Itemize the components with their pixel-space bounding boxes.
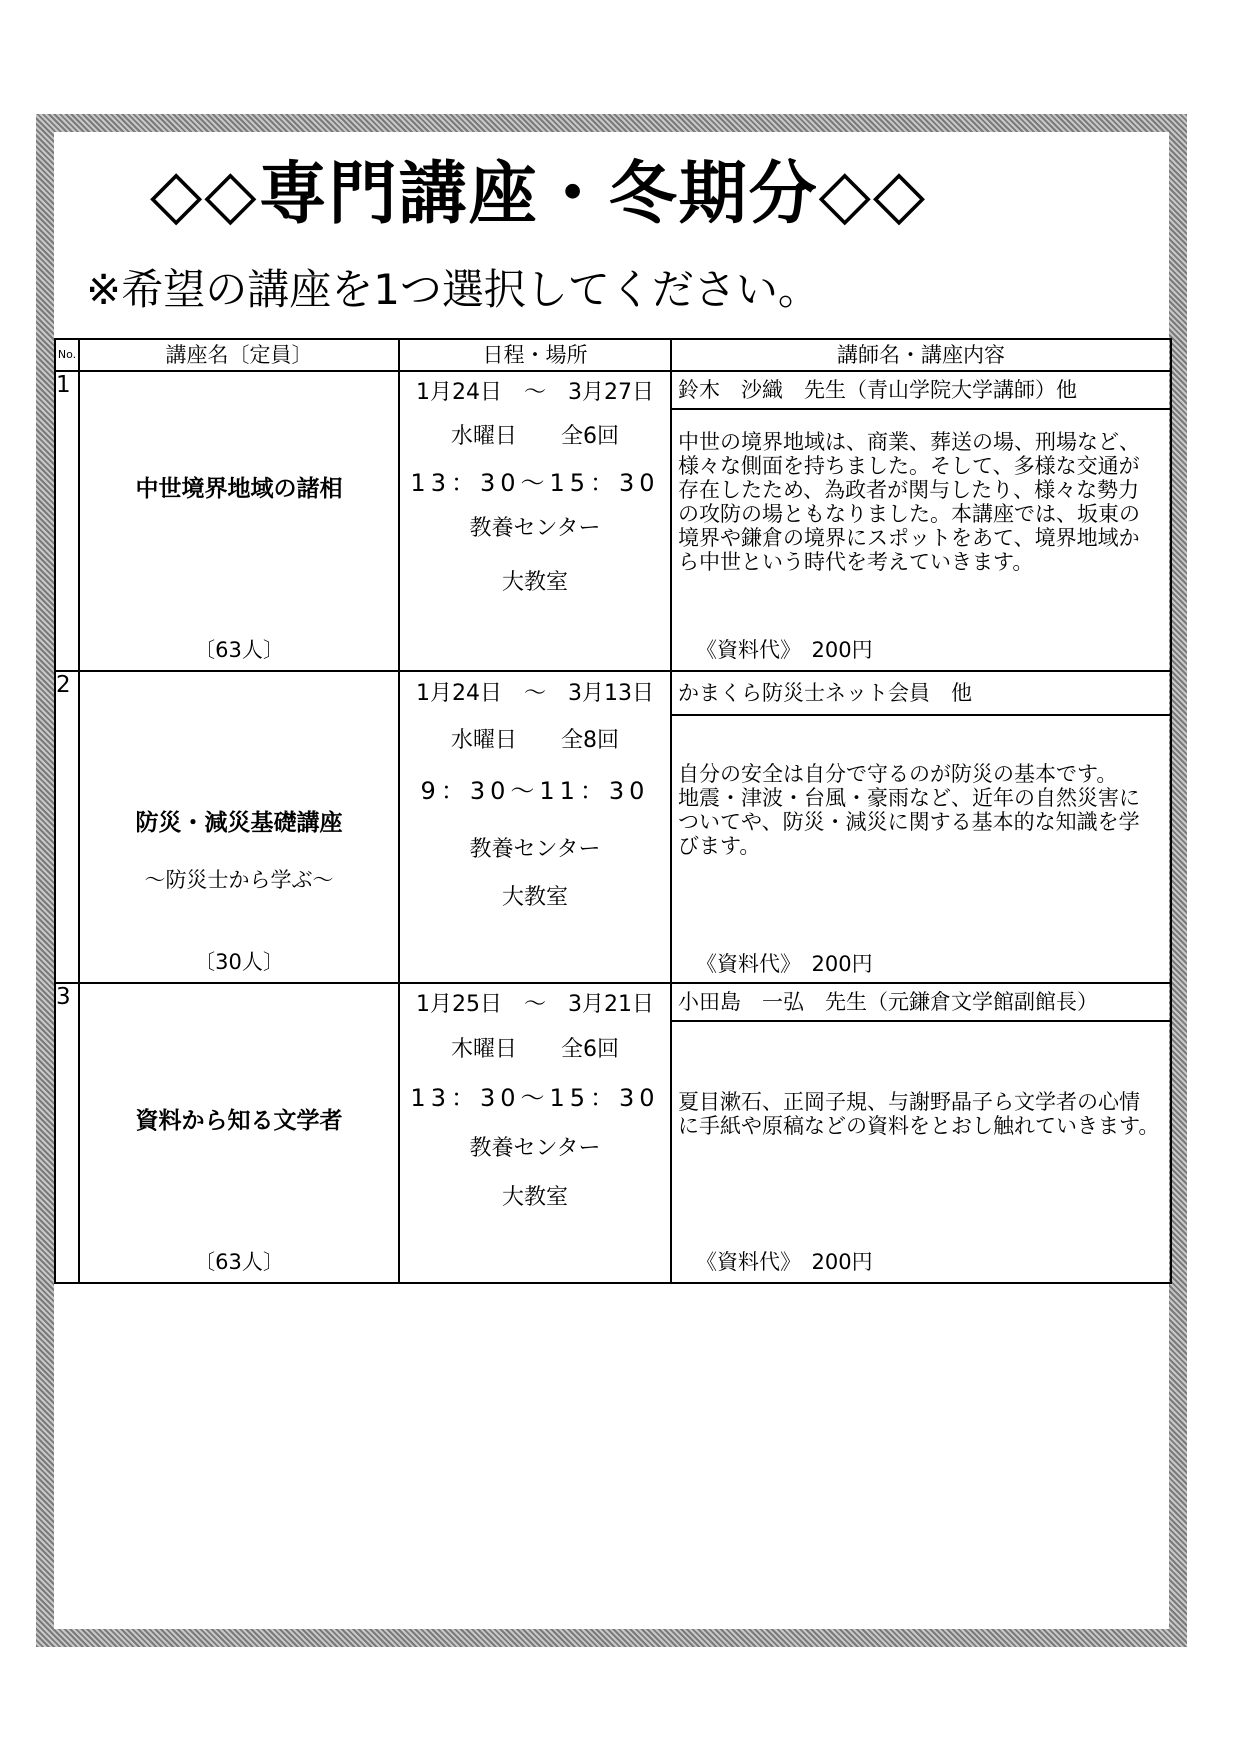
course-capacity: 〔30人〕: [194, 950, 284, 974]
course-lecturer: 小田島 一弘 先生（元鎌倉文学館副館長）: [672, 984, 1170, 1022]
course-days: 木曜日 全6回: [451, 1037, 619, 1062]
course-details-cell: [671, 983, 1171, 1283]
course-number: 2: [55, 671, 79, 983]
table-row: [55, 983, 1171, 1283]
course-venue: 教養センター: [469, 516, 601, 541]
course-name-cell: [79, 983, 399, 1283]
course-fee: 《資料代》 200円: [696, 1250, 873, 1274]
course-subtitle: ～防災士から学ぶ～: [144, 868, 334, 892]
course-time: 13：30～15：30: [410, 469, 660, 497]
course-capacity: 〔63人〕: [194, 1250, 284, 1274]
course-capacity: 〔63人〕: [194, 638, 284, 662]
course-details-cell: [671, 371, 1171, 671]
course-description: 夏目漱石、正岡子規、与謝野晶子ら文学者の心情に手紙や原稿などの資料をとおし触れていきます。: [678, 1090, 1160, 1138]
course-dates: 1月25日 ～ 3月21日: [416, 992, 654, 1017]
course-days: 水曜日 全6回: [451, 424, 619, 449]
course-room: 大教室: [501, 1185, 568, 1210]
course-name: 資料から知る文学者: [135, 1108, 343, 1134]
table-row: [55, 371, 1171, 671]
course-schedule-cell: [399, 671, 671, 983]
course-description: 自分の安全は自分で守るのが防災の基本です。 地震・津波・台風・豪雨など、近年の自然災害についてや、防災・減災に関する基本的な知識を学びます。: [678, 762, 1140, 858]
header-details: 講師名・講座内容: [671, 339, 1171, 371]
page-instruction: ※希望の講座を1つ選択してください。: [86, 265, 820, 314]
course-lecturer: 鈴木 沙織 先生（青山学院大学講師）他: [672, 372, 1170, 410]
header-course-name: 講座名〔定員〕: [79, 339, 399, 371]
header-no: No.: [55, 339, 79, 371]
course-days: 水曜日 全8回: [451, 728, 619, 753]
course-description: 中世の境界地域は、商業、葬送の場、刑場など、様々な側面を持ちました。そして、多様な交通が存在したため、為政者が関与したり、様々な勢力の攻防の場ともなりました。本講座では、坂東の境界や鎌倉の境界にスポットをあて、境界地域から中世という時代を考えていきます。: [678, 430, 1140, 574]
table-row: [55, 671, 1171, 983]
course-number: 1: [55, 371, 79, 671]
course-schedule-cell: [399, 371, 671, 671]
course-schedule-cell: [399, 983, 671, 1283]
course-time: 9：30～11：30: [420, 777, 650, 805]
course-details-cell: [671, 671, 1171, 983]
course-fee: 《資料代》 200円: [696, 952, 873, 976]
course-number: 3: [55, 983, 79, 1283]
course-name-cell: [79, 371, 399, 671]
course-time: 13：30～15：30: [410, 1084, 660, 1112]
course-venue: 教養センター: [469, 837, 601, 862]
table-header-row: [55, 339, 1171, 371]
course-table: [54, 338, 1172, 1284]
course-venue: 教養センター: [469, 1136, 601, 1161]
course-dates: 1月24日 ～ 3月13日: [416, 681, 654, 706]
course-name: 防災・減災基礎講座: [135, 810, 343, 836]
page-title: ◇◇専門講座・冬期分◇◇: [150, 155, 928, 234]
course-lecturer: かまくら防災士ネット会員 他: [672, 672, 1170, 716]
course-name: 中世境界地域の諸相: [135, 476, 343, 502]
header-schedule: 日程・場所: [399, 339, 671, 371]
course-name-cell: [79, 671, 399, 983]
course-room: 大教室: [501, 885, 568, 910]
course-room: 大教室: [501, 570, 568, 595]
course-fee: 《資料代》 200円: [696, 638, 873, 662]
course-dates: 1月24日 ～ 3月27日: [416, 380, 654, 405]
